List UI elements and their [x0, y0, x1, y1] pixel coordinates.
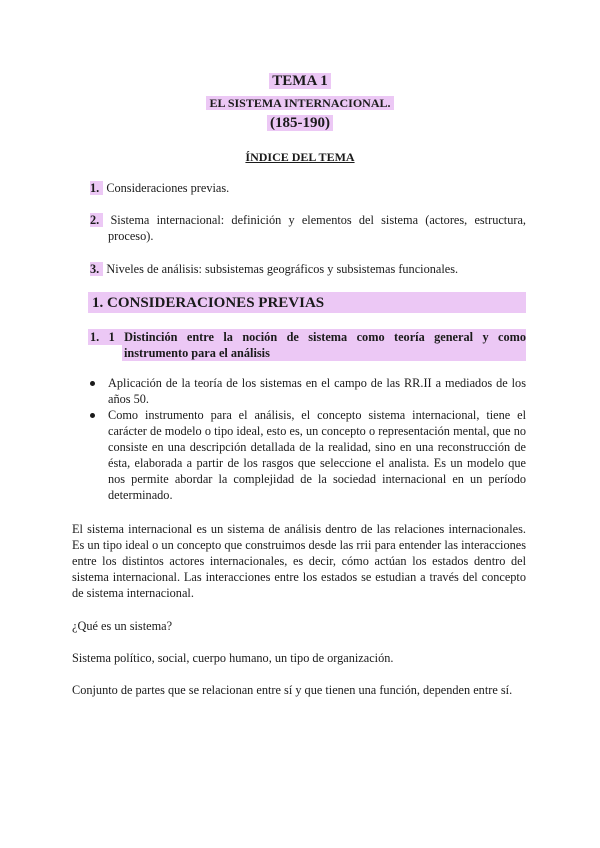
subsection-title-line1: 1. 1 Distinción entre la noción de sistema como teoría general y como [90, 330, 526, 344]
list-item [90, 407, 526, 503]
pages-label: (185-190) [267, 115, 333, 131]
toc-number: 3. [90, 262, 103, 276]
bullet-list [90, 375, 526, 503]
bullet-text: Como instrumento para el análisis, el concepto sistema internacional, tiene el carácter de modelo o tipo ideal, esto es, un concepto o representación mental, que no consiste en una descripción detallada de la realidad, sino en una reconstrucción de ésta, elaborada a partir de los rasgos que seleccione el analista. Es un modelo que nos permite abordar la complejidad de la sociedad internacional en un período determinado. [108, 408, 526, 502]
toc-text: Sistema internacional: definición y elementos del sistema (actores, estructura, proceso). [108, 213, 526, 243]
toc-text: Niveles de análisis: subsistemas geográficos y subsistemas funcionales. [106, 262, 459, 276]
bullet-icon [90, 413, 95, 418]
paragraph-definition: El sistema internacional es un sistema de análisis dentro de las relaciones internacionales. Es un tipo ideal o un concepto que construimos desde las rrii para entender las interacciones entre los distintos actores internacionales, es decir, cómo actúan los estados dentro del sistema internacional. Las interacciones entre los estados se estudian a través del concepto de sistema internacional. [72, 522, 526, 600]
list-item [90, 375, 526, 407]
toc-item-3 [90, 261, 526, 277]
subsection-title-line2: instrumento para el análisis [124, 346, 270, 360]
paragraph-examples: Sistema político, social, cuerpo humano, un tipo de organización. [72, 651, 394, 665]
subject-label: EL SISTEMA INTERNACIONAL. [206, 96, 393, 110]
bullet-icon [90, 381, 95, 386]
paragraph-question: ¿Qué es un sistema? [72, 619, 173, 633]
toc-text: Consideraciones previas. [106, 181, 230, 195]
toc-item-1 [90, 180, 526, 196]
paragraph-definition-parts: Conjunto de partes que se relacionan entre sí y que tienen una función, dependen entre sí. [72, 683, 513, 697]
bullet-text: Aplicación de la teoría de los sistemas en el campo de las RR.II a mediados de los años 50. [108, 376, 526, 406]
index-title: ÍNDICE DEL TEMA [245, 150, 355, 164]
toc-item-2 [90, 212, 526, 244]
tema-label: TEMA 1 [269, 73, 330, 89]
pages-heading [0, 114, 600, 133]
section-title: 1. CONSIDERACIONES PREVIAS [92, 295, 325, 311]
subject-heading [0, 95, 600, 111]
tema-heading [0, 72, 600, 91]
toc-number: 1. [90, 181, 103, 195]
toc-number: 2. [90, 213, 103, 227]
